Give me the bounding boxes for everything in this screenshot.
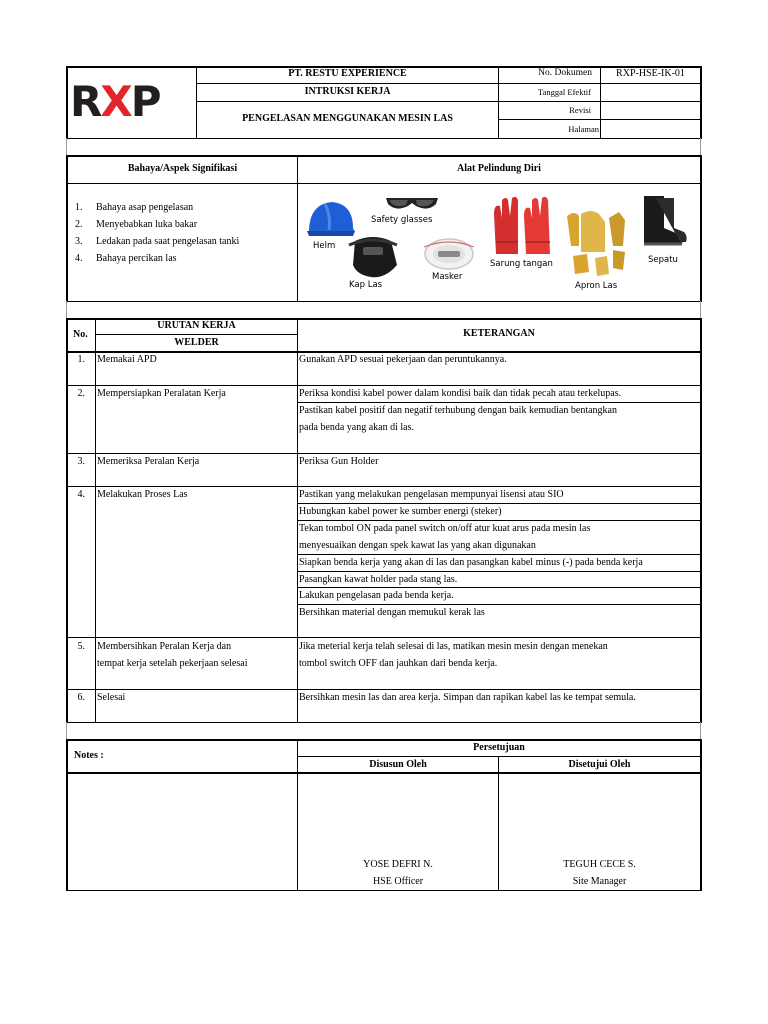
logo-letter-p: P <box>130 77 160 126</box>
step-note: Gunakan APD sesuai pekerjaan dan peruntukannya. <box>299 354 507 365</box>
step-name: Membersihkan Peralan Kerja dan <box>97 641 232 652</box>
hazard-item-text: Menyebabkan luka bakar <box>96 219 198 230</box>
gloves-icon <box>490 196 556 258</box>
step-note: Siapkan benda kerja yang akan di las dan pasangkan kabel minus (-) pada benda kerja <box>299 557 643 568</box>
hazard-item-text: Ledakan pada saat pengelasan tanki <box>96 236 240 247</box>
hazard-item-number: 2. <box>75 219 83 230</box>
approval-heading: Persetujuan <box>473 742 525 753</box>
step-number: 3. <box>77 456 85 467</box>
step-note: Hubungkan kabel power ke sumber energi (steker) <box>299 506 502 517</box>
mask-icon <box>420 233 478 271</box>
document-title: PENGELASAN MENGGUNAKAN MESIN LAS <box>242 113 453 124</box>
ppe-label-sepatu: Sepatu <box>648 255 678 265</box>
step-note: Lakukan pengelasan pada benda kerja. <box>299 590 454 601</box>
column-header-keterangan: KETERANGAN <box>463 328 535 339</box>
ppe-label-safety-glasses: Safety glasses <box>371 215 433 225</box>
step-number: 2. <box>77 388 85 399</box>
step-note: Periksa Gun Holder <box>299 456 379 467</box>
ppe-label-kap-las: Kap Las <box>349 280 383 290</box>
step-note: Pasangkan kawat holder pada stang las. <box>299 574 458 585</box>
step-number: 6. <box>77 692 85 703</box>
step-note: Bersihkan mesin las dan area kerja. Simpan dan rapikan kabel las ke tempat semula. <box>299 692 636 703</box>
meta-value-no-dokumen: RXP-HSE-IK-01 <box>616 68 685 79</box>
meta-label-revisi: Revisi <box>569 105 591 115</box>
meta-label-halaman: Halaman <box>568 124 599 134</box>
step-name: Memakai APD <box>97 354 157 365</box>
prepared-by-label: Disusun Oleh <box>369 759 427 770</box>
approved-by-name: TEGUH CECE S. <box>563 859 636 870</box>
step-name: Melakukan Proses Las <box>97 489 188 500</box>
notes-label: Notes : <box>74 750 104 761</box>
hazard-item-text: Bahaya percikan las <box>96 253 177 264</box>
helmet-icon <box>305 198 357 240</box>
logo-letter-r: R <box>70 77 101 126</box>
prepared-by-role: HSE Officer <box>372 876 424 887</box>
step-note: Pastikan yang melakukan pengelasan mempunyai lisensi atau SIO <box>299 489 564 500</box>
column-header-no: No. <box>73 329 88 340</box>
column-header-welder: WELDER <box>174 337 219 348</box>
step-note: Bersihkan material dengan memukul kerak las <box>299 607 485 618</box>
company-name: PT. RESTU EXPERIENCE <box>288 68 407 79</box>
step-number: 5. <box>77 641 85 652</box>
ppe-label-sarung-tangan: Sarung tangan <box>490 259 553 269</box>
hazard-item-number: 1. <box>75 202 83 213</box>
boots-icon <box>640 194 688 250</box>
approved-by-role: Site Manager <box>572 876 627 887</box>
column-header-urutan-kerja: URUTAN KERJA <box>157 320 236 331</box>
welding-mask-icon <box>345 235 401 279</box>
step-note: tombol switch OFF dan jauhkan dari benda kerja. <box>299 658 498 669</box>
step-note: Jika meterial kerja telah selesai di las, matikan mesin mesin dengan menekan <box>299 641 608 652</box>
ppe-heading: Alat Pelindung Diri <box>457 163 541 174</box>
ppe-label-helm: Helm <box>313 241 336 251</box>
step-note: Tekan tombol ON pada panel switch on/off atur kuat arus pada mesin las <box>299 523 591 534</box>
step-name: Memeriksa Peralan Kerja <box>97 456 200 467</box>
document-type: INTRUKSI KERJA <box>304 86 391 97</box>
logo-letter-x: X <box>100 77 131 126</box>
step-number: 1. <box>77 354 85 365</box>
ppe-label-masker: Masker <box>432 272 463 282</box>
step-note: Periksa kondisi kabel power dalam kondisi baik dan tidak pecah atau terkelupas. <box>299 388 622 399</box>
step-name: tempat kerja setelah pekerjaan selesai <box>97 658 248 669</box>
step-note: Pastikan kabel positif dan negatif terhubung dengan baik kemudian bentangkan <box>299 405 617 416</box>
safety-glasses-icon <box>384 194 440 216</box>
step-note: pada benda yang akan di las. <box>299 422 414 433</box>
hazard-item-text: Bahaya asap pengelasan <box>96 202 194 213</box>
approved-by-label: Disetujui Oleh <box>568 759 631 770</box>
meta-label-tanggal-efektif: Tanggal Efektif <box>538 87 591 97</box>
step-number: 4. <box>77 489 85 500</box>
prepared-by-name: YOSE DEFRI N. <box>363 859 433 870</box>
apron-icon <box>563 206 631 282</box>
meta-label-no-dokumen: No. Dokumen <box>538 68 592 78</box>
step-name: Mempersiapkan Peralatan Kerja <box>97 388 226 399</box>
company-logo <box>70 77 194 126</box>
step-name: Selesai <box>97 692 126 703</box>
step-note: menyesuaikan dengan spek kawat las yang akan digunakan <box>299 540 536 551</box>
hazard-item-number: 4. <box>75 253 83 264</box>
hazard-item-number: 3. <box>75 236 83 247</box>
ppe-label-apron-las: Apron Las <box>575 281 618 291</box>
hazard-heading: Bahaya/Aspek Signifikasi <box>127 163 238 174</box>
